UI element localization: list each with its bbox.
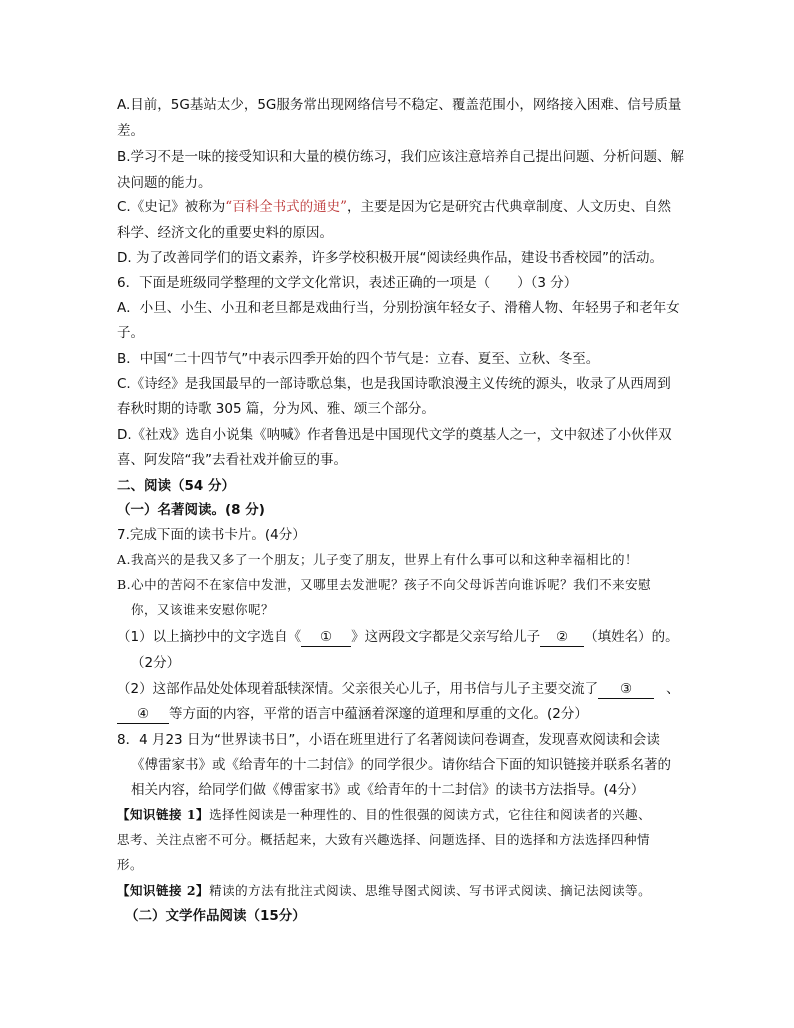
knowledge-link-2-text: 精读的方法有批注式阅读、思维导图式阅读、写书评式阅读、摘记法阅读等。 [209, 883, 652, 898]
quote-a: A.我高兴的是我又多了一个朋友；儿子变了朋友，世界上有什么事可以和这种幸福相比的！ [117, 552, 639, 567]
blank-1[interactable]: ① [301, 628, 351, 647]
q7-1-prefix: （1）以上摘抄中的文字选自《 [117, 629, 302, 645]
q6-option-c-cont: 春秋时期的诗歌 305 篇，分为风、雅、颂三个部分。 [117, 401, 435, 417]
option-a-line: A.目前，5G基站太少，5G服务常出现网络信号不稳定、覆盖范围小，网络接入困难、信号质量 [117, 97, 682, 113]
quote-b: B.心中的苦闷不在家信中发泄，又哪里去发泄呢？孩子不向父母诉苦向谁诉呢？我们不来安慰 [117, 577, 652, 592]
quote-b-cont: 你，又该谁来安慰你呢？ [131, 602, 275, 617]
option-d-line: D. 为了改善同学们的语文素养，许多学校积极开展“阅读经典作品，建设书香校园”的活动。 [117, 250, 663, 266]
question-6: 6．下面是班级同学整理的文学文化常识，表述正确的一项是（ ）（3 分） [117, 275, 578, 291]
q7-2-rest: 等方面的内容，平常的语言中蕴涵着深邃的道理和厚重的文化。(2分） [169, 706, 588, 722]
knowledge-link-2-label: 【知识链接 2】 [117, 883, 210, 898]
blank-3[interactable]: ③ [598, 680, 654, 699]
option-c-line-cont: 科学、经济文化的重要史料的原因。 [117, 225, 333, 241]
q7-part-2 [117, 680, 680, 699]
question-8-cont-2: 相关内容，给同学们做《傅雷家书》或《给青年的十二封信》的读书方法指导。(4分） [131, 782, 645, 798]
knowledge-link-1-cont: 思考、关注点密不可分。概括起来，大致有兴趣选择、问题选择、目的选择和方法选择四种情 [117, 832, 651, 847]
q7-1-suffix: （填姓名）的。 [584, 629, 679, 645]
q7-2-prefix: （2）这部作品处处体现着舐犊深情。父亲很关心儿子，用书信与儿子主要交流了 [117, 681, 599, 697]
option-b-line: B.学习不是一味的接受知识和大量的模仿练习，我们应该注意培养自己提出问题、分析问题、解 [117, 149, 685, 165]
subsection-literature-heading: （二）文学作品阅读（15分） [125, 908, 306, 924]
q7-part-1 [117, 628, 679, 647]
option-c-line [117, 198, 671, 216]
option-b-line-cont: 决问题的能力。 [117, 175, 212, 191]
q7-part-2-cont [117, 705, 588, 724]
blank-4[interactable]: ④ [117, 705, 169, 724]
q6-option-a-cont: 子。 [117, 325, 144, 341]
q7-1-middle: 》这两段文字都是父亲写给儿子 [351, 629, 541, 645]
option-c-quote: “百科全书式的通史” [225, 199, 348, 215]
q7-part-1-score: （2分） [131, 655, 181, 671]
knowledge-link-1 [117, 806, 651, 824]
q6-option-c: C.《诗经》是我国最早的一部诗歌总集，也是我国诗歌浪漫主义传统的源头，收录了从西周到 [117, 376, 671, 392]
knowledge-link-1-cont-2: 形。 [117, 857, 144, 872]
knowledge-link-2 [117, 882, 651, 900]
q6-option-a: A．小旦、小生、小丑和老旦都是戏曲行当，分别扮演年轻女子、滑稽人物、年轻男子和老年女 [117, 300, 680, 316]
q6-option-d-cont: 喜、阿发陪“我”去看社戏并偷豆的事。 [117, 452, 347, 468]
q7-2-sep: 、 [666, 681, 680, 697]
option-c-rest: ，主要是因为它是研究古代典章制度、人文历史、自然 [347, 199, 672, 215]
question-8: 8．4 月23 日为“世界读书日”，小语在班里进行了名著阅读问卷调查，发现喜欢阅读和会读 [117, 732, 660, 748]
question-8-cont-1: 《傅雷家书》或《给青年的十二封信》的同学很少。请你结合下面的知识链接并联系名著的 [131, 757, 671, 773]
q6-option-d: D.《社戏》选自小说集《呐喊》作者鲁迅是中国现代文学的奠基人之一，文中叙述了小伙伴双 [117, 427, 672, 443]
blank-2[interactable]: ② [540, 628, 584, 647]
option-c-prefix: C.《史记》被称为 [117, 199, 226, 215]
subsection-classics-heading: （一）名著阅读。(8 分) [117, 502, 265, 518]
question-7: 7.完成下面的读书卡片。(4分） [117, 527, 306, 543]
section-reading-heading: 二、阅读（54 分） [117, 478, 235, 494]
knowledge-link-1-text: 选择性阅读是一种理性的、目的性很强的阅读方式，它往往和阅读者的兴趣、 [209, 807, 652, 822]
knowledge-link-1-label: 【知识链接 1】 [117, 807, 210, 822]
option-a-line-cont: 差。 [117, 123, 144, 139]
q6-option-b: B．中国“二十四节气”中表示四季开始的四个节气是：立春、夏至、立秋、冬至。 [117, 351, 600, 367]
